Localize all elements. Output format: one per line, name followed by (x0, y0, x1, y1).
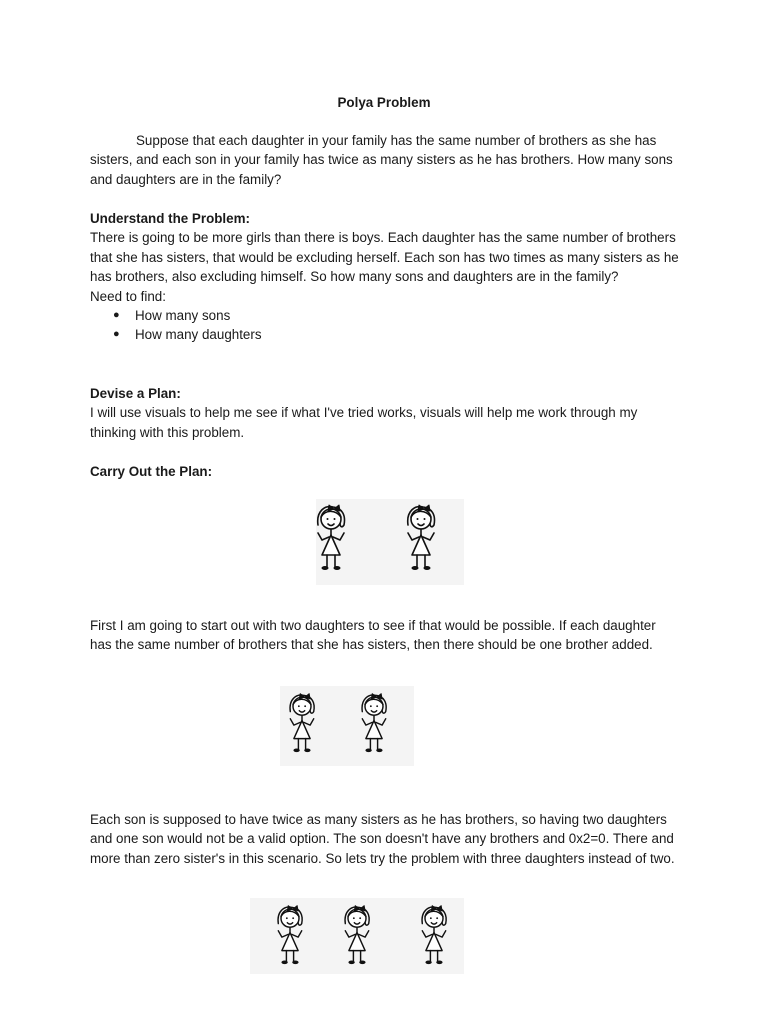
intro-section (90, 131, 680, 189)
carry-paragraph-1: First I am going to start out with two daughters to see if that would be possible. If each daughter has the same number of brothers that she has sisters, then there should be one brother added. (90, 618, 656, 653)
girl-figure-icon (422, 906, 446, 965)
two-daughters-one-son-figure (280, 686, 414, 766)
intro-paragraph: Suppose that each daughter in your family has the same number of brothers as she has sisters, and each son in your family has twice as many sisters as he has brothers. How many sons and daughters are in the family? (90, 133, 673, 187)
two-daughters-figure (316, 499, 464, 585)
girl-figure-icon (362, 694, 386, 753)
girl-figure-icon (345, 906, 369, 965)
girl-figure-icon (408, 505, 435, 570)
carry-paragraph-2: Each son is supposed to have twice as many sisters as he has brothers, so having two daughters and one son would not be a valid option. The son doesn't have any brothers and 0x2=0. There and more than zero sister's in this scenario. So lets try the problem with three daughters instead of two. (90, 812, 675, 866)
plan-heading: Devise a Plan: (90, 386, 181, 401)
carry-section (90, 462, 680, 481)
plan-paragraph: I will use visuals to help me see if what I've tried works, visuals will help me work through my thinking with this problem. (90, 405, 638, 440)
carry-paragraph-1-block (90, 616, 680, 655)
plan-section (90, 384, 680, 442)
carry-paragraph-2-block (90, 810, 680, 868)
girl-figure-icon (318, 505, 345, 570)
understand-heading: Understand the Problem: (90, 211, 250, 226)
list-item: ● How many sons (90, 306, 680, 325)
girl-figure-icon (278, 906, 302, 965)
understand-section (90, 209, 680, 345)
girl-figure-icon (290, 694, 314, 753)
need-to-find-label: Need to find: (90, 288, 166, 304)
need-to-find-list (90, 306, 680, 345)
carry-heading: Carry Out the Plan: (90, 464, 213, 479)
page-title: Polya Problem (337, 95, 431, 110)
list-item: ● How many daughters (90, 325, 680, 344)
understand-paragraph: There is going to be more girls than there is boys. Each daughter has the same number of brothers that she has sisters, that would be excluding herself. Each son has two times as many sisters as he has brothers, also excluding himself. So how many sons and daughters are in the family? (90, 230, 679, 285)
three-daughters-figure (250, 898, 464, 974)
